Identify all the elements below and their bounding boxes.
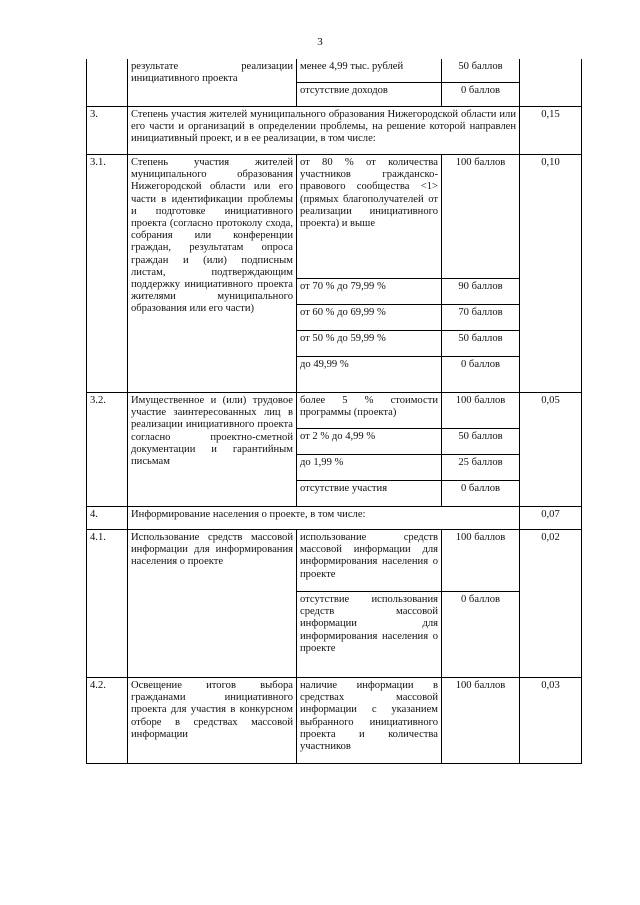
weight-cell: 0,07 [520,507,582,530]
option-cell: использование средств массовой информации для информирования населения о проекте [297,530,442,592]
weight-cell: 0,10 [520,155,582,393]
criterion-cell: Имущественное и (или) трудовое участие заинтересованных лиц в реализации инициативного проекта согласно проектно-сметной документации и гарантийным письмам [128,393,297,507]
criterion-cell: Степень участия жителей муниципального образования Нижегородской области или его части в идентификации проблемы и подготовке инициативного проекта (согласно протоколу схода, собрания или конференции граждан, результатам опроса граждан и (или) подписным листам, подтверждающим поддержку инициативного проекта жителями муниципального образования или его части) [128,155,297,393]
option-cell: менее 4,99 тыс. рублей [297,59,442,83]
points-cell: 70 баллов [442,305,520,331]
option-cell: наличие информации в средствах массовой информации с указанием выбранного инициативного проекта и количества участников [297,678,442,764]
points-cell: 100 баллов [442,155,520,279]
option-cell: от 60 % до 69,99 % [297,305,442,331]
criterion-cell: Использование средств массовой информации для информирования населения о проекте [128,530,297,678]
criterion-cell: результате реализации инициативного проекта [128,59,297,107]
points-cell: 90 баллов [442,279,520,305]
table-row [87,507,582,530]
weight-cell: 0,05 [520,393,582,507]
table-row [87,393,582,429]
table-row [87,678,582,764]
row-number-cell: 4.2. [87,678,128,764]
row-number-cell: 4. [87,507,128,530]
points-cell: 0 баллов [442,83,520,107]
page-number: 3 [317,36,323,48]
option-cell: до 1,99 % [297,455,442,481]
option-cell: более 5 % стоимости программы (проекта) [297,393,442,429]
points-cell: 50 баллов [442,59,520,83]
weight-cell: 0,02 [520,530,582,678]
weight-cell [520,59,582,107]
row-number-cell: 3.2. [87,393,128,507]
option-cell: от 80 % от количества участников гражданско-правового сообщества <1> (прямых благополучателей от реализации инициативного проекта) и выше [297,155,442,279]
criterion-cell: Освещение итогов выбора гражданами инициативного проекта для участия в конкурсном отборе в средствах массовой информации [128,678,297,764]
option-cell: отсутствие доходов [297,83,442,107]
table-row [87,107,582,155]
option-cell: до 49,99 % [297,357,442,393]
option-cell: от 50 % до 59,99 % [297,331,442,357]
table-row [87,59,582,83]
section-heading-cell: Информирование населения о проекте, в том числе: [128,507,520,530]
points-cell: 0 баллов [442,357,520,393]
points-cell: 100 баллов [442,678,520,764]
option-cell: отсутствие участия [297,481,442,507]
row-number-cell: 3. [87,107,128,155]
points-cell: 50 баллов [442,429,520,455]
points-cell: 100 баллов [442,530,520,592]
weight-cell: 0,03 [520,678,582,764]
weight-cell: 0,15 [520,107,582,155]
points-cell: 0 баллов [442,592,520,678]
option-cell: от 2 % до 4,99 % [297,429,442,455]
table-row [87,530,582,592]
row-number-cell: 3.1. [87,155,128,393]
table-row [87,155,582,279]
option-cell: от 70 % до 79,99 % [297,279,442,305]
points-cell: 0 баллов [442,481,520,507]
points-cell: 25 баллов [442,455,520,481]
criteria-table [86,59,582,764]
points-cell: 50 баллов [442,331,520,357]
row-number-cell [87,59,128,107]
section-heading-cell: Степень участия жителей муниципального образования Нижегородской области или его части и организаций в определении проблемы, на решение которой направлен инициативный проект, и в ее реализации, в том числе: [128,107,520,155]
row-number-cell: 4.1. [87,530,128,678]
option-cell: отсутствие использования средств массовой информации для информирования населения о проекте [297,592,442,678]
points-cell: 100 баллов [442,393,520,429]
